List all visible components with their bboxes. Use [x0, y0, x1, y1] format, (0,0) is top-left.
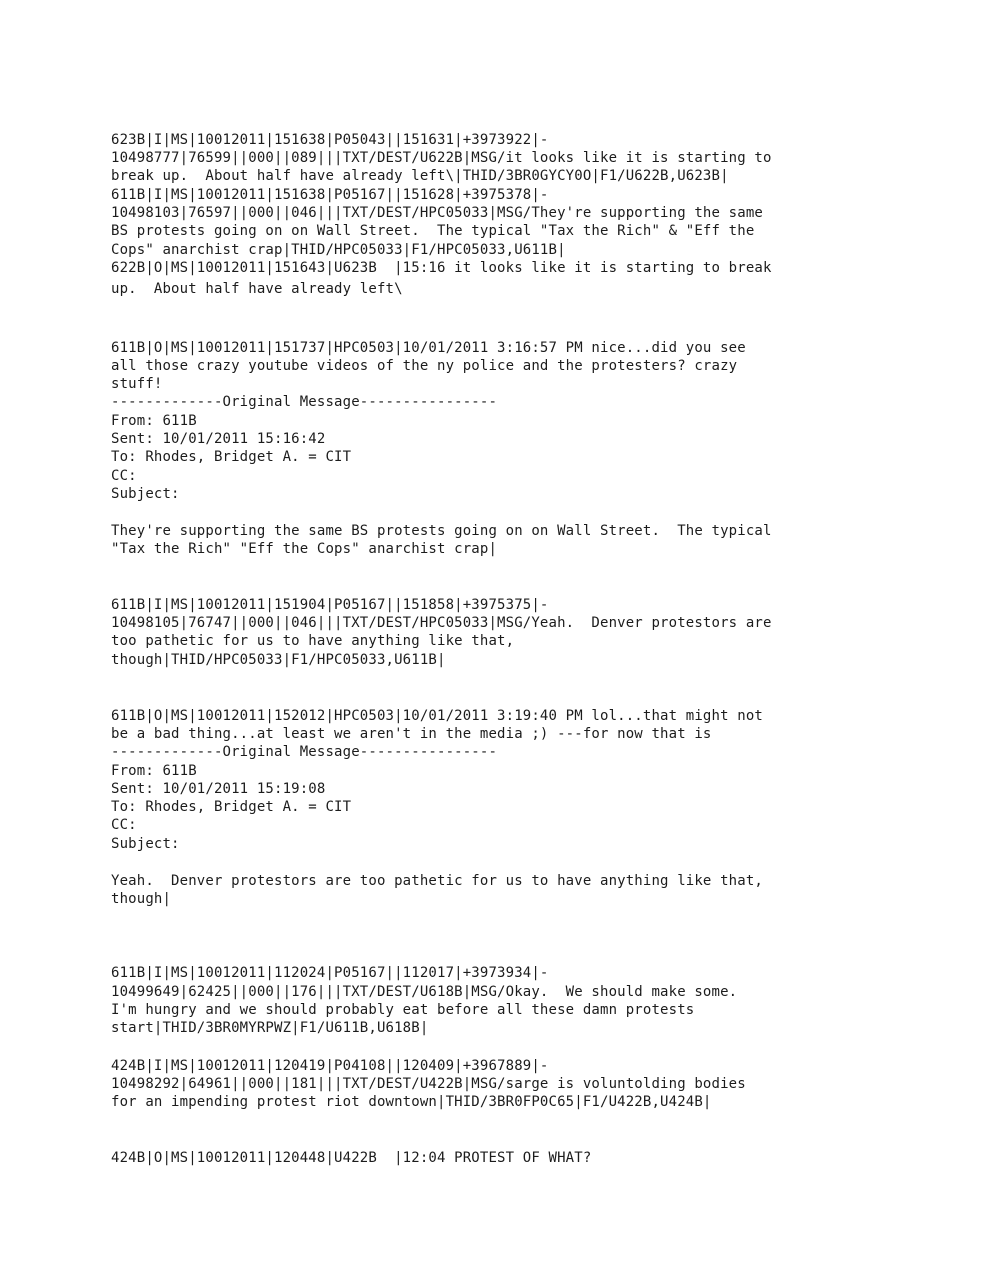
text-line: 623B|I|MS|10012011|151638|P05043||151631|+3973922|-: [111, 132, 549, 148]
text-line: Subject:: [111, 486, 180, 502]
text-line: They're supporting the same BS protests going on on Wall Street. The typical: [111, 523, 772, 539]
text-line: 424B|O|MS|10012011|120448|U422B |12:04 PROTEST OF WHAT?: [111, 1150, 592, 1166]
text-line: though|: [111, 891, 172, 907]
text-line: From: 611B: [111, 413, 197, 429]
text-line: 611B|I|MS|10012011|151904|P05167||151858|+3975375|-: [111, 597, 549, 613]
text-line: 611B|I|MS|10012011|112024|P05167||112017|+3973934|-: [111, 965, 549, 981]
text-line: Yeah. Denver protestors are too pathetic for us to have anything like that,: [111, 873, 763, 889]
text-line: up. About half have already left\: [111, 281, 403, 297]
text-line: 611B|O|MS|10012011|151737|HPC0503|10/01/2011 3:16:57 PM nice...did you see: [111, 340, 746, 356]
text-line: 10498105|76747||000||046|||TXT/DEST/HPC05033|MSG/Yeah. Denver protestors are: [111, 615, 772, 631]
text-line: for an impending protest riot downtown|THID/3BR0FP0C65|F1/U422B,U424B|: [111, 1094, 712, 1110]
text-line: To: Rhodes, Bridget A. = CIT: [111, 449, 352, 465]
text-line: CC:: [111, 468, 137, 484]
text-line: Sent: 10/01/2011 15:16:42: [111, 431, 326, 447]
text-line: From: 611B: [111, 763, 197, 779]
text-line: be a bad thing...at least we aren't in the media ;) ---for now that is: [111, 726, 712, 742]
text-line: 10498292|64961||000||181|||TXT/DEST/U422B|MSG/sarge is voluntolding bodies: [111, 1076, 746, 1092]
text-line: 10499649|62425||000||176|||TXT/DEST/U618B|MSG/Okay. We should make some.: [111, 984, 738, 1000]
text-line: stuff!: [111, 376, 163, 392]
text-line: "Tax the Rich" "Eff the Cops" anarchist crap|: [111, 541, 498, 557]
text-line: 424B|I|MS|10012011|120419|P04108||120409|+3967889|-: [111, 1058, 549, 1074]
text-line: start|THID/3BR0MYRPWZ|F1/U611B,U618B|: [111, 1020, 429, 1036]
text-line: Sent: 10/01/2011 15:19:08: [111, 781, 326, 797]
text-line: BS protests going on on Wall Street. The typical "Tax the Rich" & "Eff the: [111, 223, 755, 239]
text-line: too pathetic for us to have anything like that,: [111, 633, 515, 649]
text-line: 10498777|76599||000||089|||TXT/DEST/U622B|MSG/it looks like it is starting to: [111, 150, 772, 166]
text-line: CC:: [111, 817, 137, 833]
text-line: break up. About half have already left\|THID/3BR0GYCY0O|F1/U622B,U623B|: [111, 168, 729, 184]
text-line: Cops" anarchist crap|THID/HPC05033|F1/HPC05033,U611B|: [111, 242, 566, 258]
text-line: Subject:: [111, 836, 180, 852]
text-line: 10498103|76597||000||046|||TXT/DEST/HPC05033|MSG/They're supporting the same: [111, 205, 763, 221]
text-line: -------------Original Message----------------: [111, 744, 498, 760]
text-line: though|THID/HPC05033|F1/HPC05033,U611B|: [111, 652, 446, 668]
text-line: To: Rhodes, Bridget A. = CIT: [111, 799, 352, 815]
text-line: I'm hungry and we should probably eat before all these damn protests: [111, 1002, 695, 1018]
text-line: 611B|O|MS|10012011|152012|HPC0503|10/01/2011 3:19:40 PM lol...that might not: [111, 708, 763, 724]
text-line: all those crazy youtube videos of the ny police and the protesters? crazy: [111, 358, 738, 374]
text-line: 611B|I|MS|10012011|151638|P05167||151628|+3975378|-: [111, 187, 549, 203]
text-line: 622B|O|MS|10012011|151643|U623B |15:16 it looks like it is starting to break: [111, 260, 772, 276]
text-line: -------------Original Message----------------: [111, 394, 498, 410]
